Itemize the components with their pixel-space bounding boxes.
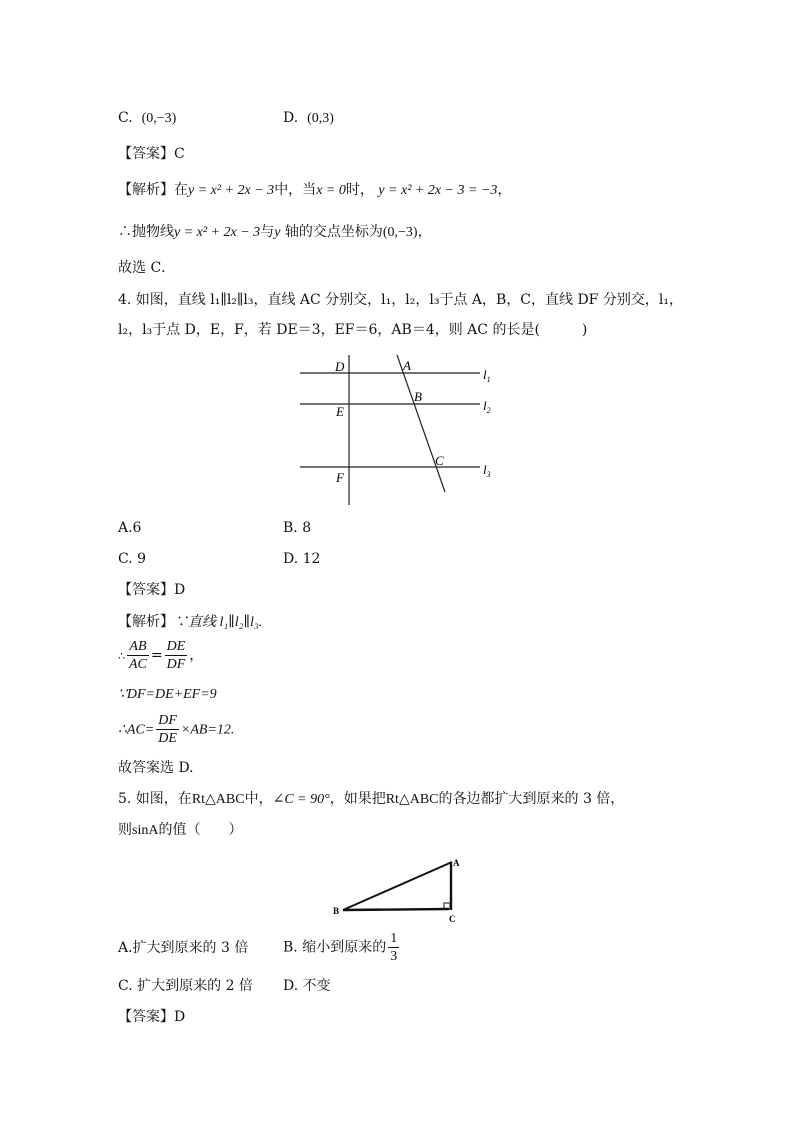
q4-stem-line-1: 4. 如图，直线 l₁∥l₂∥l₃，直线 AC 分别交，l₁，l₂，l₃于点 A，B，C，直线 DF 分别交，l₁， (118, 292, 683, 308)
q5-figure-right-triangle (325, 852, 475, 924)
label-D: D (335, 359, 345, 374)
q4-figure-parallel-lines (290, 350, 505, 510)
fraction-one-third: $\frac{1}{3}$ (390, 931, 398, 964)
fraction-de-df: $\frac{DE}{DF}$ (166, 639, 186, 672)
label-E: E (336, 404, 344, 419)
q4-analysis-ratio: ∴ $\frac{AB}{AC}$ = $\frac{DE}{DF}$ ， (118, 639, 204, 672)
q5-answer: 【答案】D (118, 1009, 186, 1025)
label-B: B (414, 389, 422, 404)
q5-option-b: B. 缩小到原来的 $\frac{1}{3}$ (283, 931, 398, 964)
fraction-df-de: $\frac{DF}{DE}$ (158, 713, 177, 746)
label-A: A (453, 858, 460, 868)
label-l2: $l_2$ (483, 398, 491, 415)
q3-conclusion: 故选 C． (118, 260, 176, 276)
q4-option-b: B. 8 (283, 520, 312, 536)
fraction-ab-ac: $\frac{AB}{AC}$ (129, 639, 147, 672)
label-C: C (449, 914, 456, 924)
q5-option-c: C. 扩大到原来的 2 倍 (118, 978, 253, 994)
q4-option-c: C. 9 (118, 551, 147, 567)
label-l3: $l_3$ (483, 462, 491, 479)
label-B: B (333, 906, 340, 916)
q4-option-a: A.6 (118, 520, 142, 536)
q4-conclusion: 故答案选 D. (118, 760, 194, 776)
label-A: A (403, 358, 411, 373)
q3-analysis-2: ∴抛物线y = x² + 2x − 3与y 轴的交点坐标为(0,−3)， (118, 224, 432, 240)
line-ac (397, 355, 445, 492)
q5-option-a: A.扩大到原来的 3 倍 (118, 940, 249, 956)
q3-analysis-1: 【解析】在y = x² + 2x − 3中，当x = 0时， y = x² + 2x − 3 = −3， (118, 182, 512, 198)
q4-analysis-1: 【解析】∵直线 l₁∥l₂∥l₃. (118, 614, 263, 630)
q4-answer: 【答案】D (118, 582, 186, 598)
q4-option-d: D. 12 (283, 551, 321, 567)
label-l1: $l_1$ (483, 367, 491, 384)
q3-option-c: C. (0,−3) (118, 110, 177, 126)
q3-answer: 【答案】C (118, 146, 185, 162)
label-F: F (336, 470, 344, 485)
q4-stem-line-2: l₂，l₃于点 D，E，F，若 DE＝3，EF＝6，AB＝4，则 AC 的长是( ) (118, 322, 588, 338)
q5-option-d: D. 不变 (283, 978, 331, 994)
label-C: C (435, 453, 444, 468)
q4-analysis-4: ∴AC= $\frac{DF}{DE}$ ×AB=12. (118, 713, 235, 746)
q5-stem-line-2: 则sinA的值（ ） (118, 822, 243, 838)
q4-analysis-3: ∵DF=DE+EF=9 (118, 687, 217, 702)
q5-stem-line-1: 5. 如图，在Rt△ABC中，∠C = 90°，如果把Rt△ABC的各边都扩大到原来的 3 倍， (118, 791, 625, 807)
q3-option-d: D. (0,3) (283, 110, 334, 126)
